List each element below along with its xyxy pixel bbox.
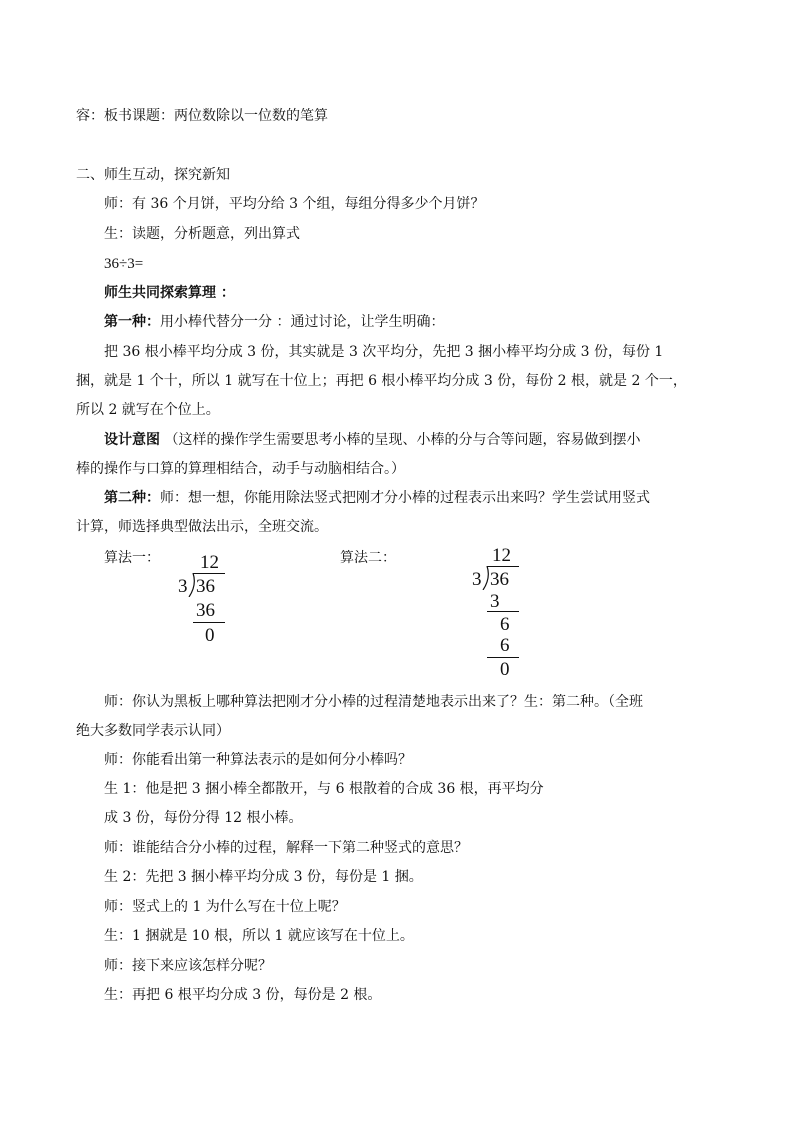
- dialog-line: 生 2：先把 3 捆小棒平均分成 3 份，每份是 1 捆。: [104, 869, 423, 885]
- subtraction-line: [193, 622, 225, 623]
- alg1-label: 算法一：: [104, 550, 160, 566]
- alg2-step2: 6: [500, 635, 510, 656]
- method1-label: 第一种：: [104, 314, 160, 330]
- dialog-line: 师：你能看出第一种算法表示的是如何分小棒吗？: [104, 752, 412, 768]
- alg2-label: 算法二：: [340, 550, 396, 566]
- alg1-product: 36: [196, 600, 215, 621]
- design-text: （这样的操作学生需要思考小棒的呈现、小棒的分与合等问题，容易做到摆小: [160, 432, 641, 448]
- alg2-step1: 3: [490, 591, 500, 612]
- method1-text: 用小棒代替分一分 ：通过讨论，让学生明确：: [160, 314, 445, 330]
- alg1-remainder: 0: [205, 625, 215, 646]
- dialog-line: 师：你认为黑板上哪种算法把刚才分小棒的过程清楚地表示出来了？生：第二种。（全班: [104, 694, 643, 710]
- paragraph-line: 棒的操作与口算的算理相结合，动手与动脑相结合。）: [76, 461, 405, 477]
- paragraph-line: 捆，就是 1 个十，所以 1 就写在十位上；再把 6 根小棒平均分成 3 份，每份 2 根，就是 2 个一，: [76, 373, 687, 389]
- paragraph-line: 所以 2 就写在个位上。: [76, 402, 220, 418]
- subtraction-line: [487, 611, 519, 612]
- dialog-line: 生 1：他是把 3 捆小棒全都散开，与 6 根散着的合成 36 根，再平均分: [104, 781, 544, 797]
- dialog-line: 成 3 份，每份分得 12 根小棒。: [104, 810, 303, 826]
- topic-line: 容：板书课题：两位数除以一位数的笔算: [76, 108, 328, 124]
- alg2-quotient: 12: [492, 545, 511, 566]
- dialog-line: 绝大多数同学表示认同）: [76, 723, 230, 739]
- alg2-remainder: 0: [500, 659, 510, 680]
- student-answer: 生：读题，分析题意，列出算式: [104, 226, 300, 242]
- design-label: 设计意图: [104, 432, 160, 448]
- paragraph-line: 把 36 根小棒平均分成 3 份，其实就是 3 次平均分，先把 3 捆小棒平均分成 3 份，每份 1: [104, 344, 664, 360]
- dialog-line: 师：竖式上的 1 为什么写在十位上呢？: [104, 899, 346, 915]
- paragraph-line: 计算，师选择典型做法出示，全班交流。: [76, 519, 328, 535]
- section-heading: 二、师生互动，探究新知: [76, 167, 230, 183]
- alg2-bring-down: 6: [500, 614, 510, 635]
- dialog-line: 生：再把 6 根平均分成 3 份，每份是 2 根。: [104, 987, 382, 1003]
- dialog-line: 师：谁能结合分小棒的过程，解释一下第二种竖式的意思？: [104, 840, 468, 856]
- alg2-divisor: 3: [472, 569, 482, 590]
- method1-line: [104, 312, 444, 332]
- dialog-line: 生：1 捆就是 10 根，所以 1 就应该写在十位上。: [104, 928, 414, 944]
- dialog-line: 师：接下来应该怎样分呢？: [104, 958, 272, 974]
- alg1-dividend: 36: [196, 576, 215, 597]
- subtraction-line: [487, 657, 519, 658]
- method2-label: 第二种：: [104, 490, 160, 506]
- alg1-quotient: 12: [200, 552, 219, 573]
- design-line: [104, 430, 640, 450]
- alg2-dividend: 36: [490, 569, 509, 590]
- expression: 36÷3=: [104, 256, 144, 272]
- explore-heading: 师生共同探索算理 ：: [104, 285, 235, 301]
- method2-text: 师：想一想，你能用除法竖式把刚才分小棒的过程表示出来吗？学生尝试用竖式: [160, 490, 650, 506]
- alg1-divisor: 3: [178, 576, 188, 597]
- method2-line: [104, 488, 650, 508]
- teacher-question: 师：有 36 个月饼，平均分给 3 个组，每组分得多少个月饼？: [104, 196, 485, 212]
